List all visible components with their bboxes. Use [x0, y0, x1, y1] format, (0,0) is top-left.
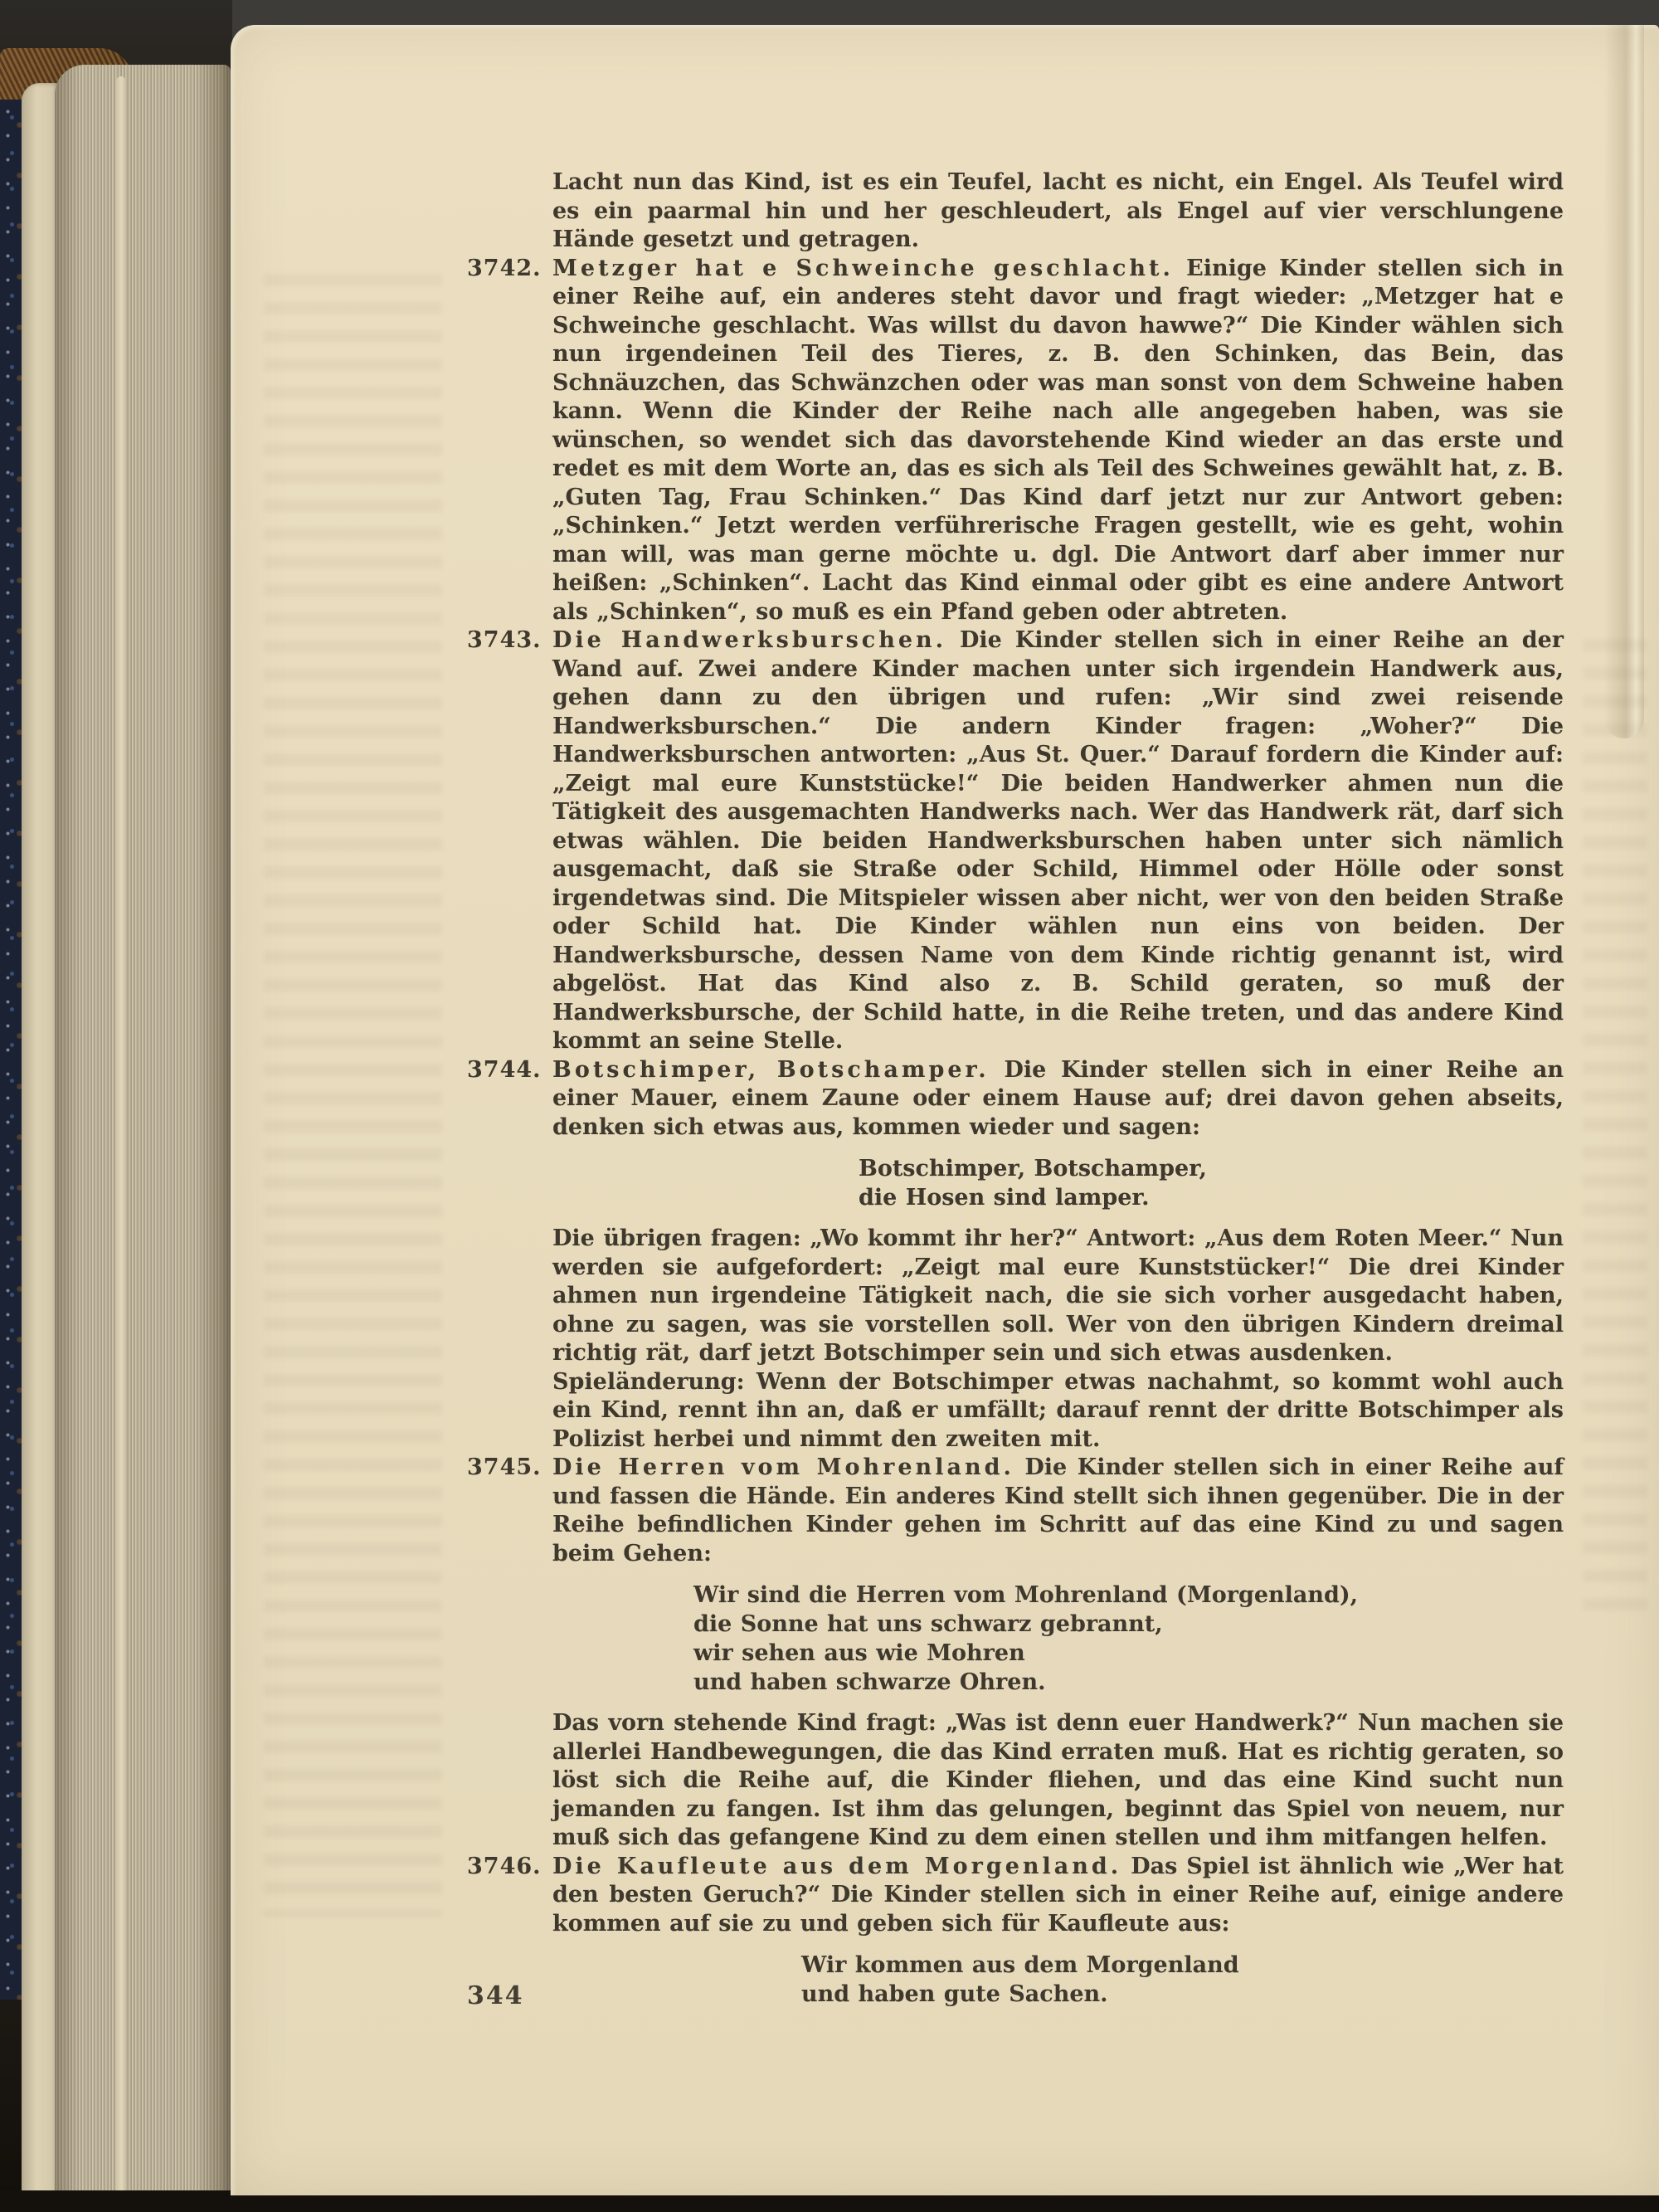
book-page: [231, 25, 1659, 2195]
entry-number: 3745.: [467, 1454, 542, 1480]
verse-line: die Sonne hat uns schwarz gebrannt,: [693, 1611, 1163, 1637]
entry-paragraph: [552, 1056, 1564, 1143]
verse-line: Botschimper, Botschamper,: [859, 1156, 1207, 1182]
entry-number: 3742.: [467, 255, 542, 281]
entry-paragraph: [552, 255, 1564, 627]
entry-number: 3744.: [467, 1056, 542, 1083]
verse-line: und haben schwarze Ohren.: [693, 1669, 1046, 1695]
entry-paragraph: [552, 1225, 1564, 1368]
page-number: 344: [467, 1981, 524, 2010]
entry-paragraph: [552, 1709, 1564, 1853]
entry-title: Botschimper, Botschamper.: [552, 1056, 990, 1083]
entry-title: Die Handwerksburschen.: [552, 627, 947, 653]
entry-text: Spieländerung: Wenn der Botschimper etwas nachahmt, so kommt wohl auch ein Kind, rennt ihn an, daß er umfällt; darauf rennt der dritte Botschimper als Polizist herbei und nimmt den zweiten mit.: [552, 1368, 1564, 1452]
page-curl-shadow: [1604, 25, 1644, 738]
verse: [859, 1154, 1564, 1212]
entry-text: Einige Kinder stellen sich in einer Reihe auf, ein anderes steht davor und fragt wieder: „Metzger hat e Schweinche geschlacht. Was willst du davon hawwe?“ Die Kinder wählen sich nun irgendeinen Teil des Tieres, z. B. den Schinken, das Bein, das Schnäuzchen, das Schwänzchen oder was man sonst von dem Schweine haben kann. Wenn die Kinder der Reihe nach alle angegeben haben, was sie wünschen, so wendet sich das davorstehende Kind wieder an das erste und redet es mit dem Worte an, das es sich als Teil des Schweines gewählt hat, z. B. „Guten Tag, Frau Schinken.“ Das Kind darf jetzt nur zur Antwort geben: „Schinken.“ Jetzt werden verführerische Fragen gestellt, wie es geht, wohin man will, was man gerne möchte u. dgl. Die Antwort darf aber immer nur heißen: „Schinken“. Lacht das Kind einmal oder gibt es eine andere Antwort als „Schinken“, so muß es ein Pfand geben oder abtreten.: [552, 255, 1564, 625]
entry-text: Die Kinder stellen sich in einer Reihe an der Wand auf. Zwei andere Kinder machen unter sich irgendein Handwerk aus, gehen dann zu den übrigen und rufen: „Wir sind zwei reisende Handwerksburschen.“ Die andern Kinder fragen: „Woher?“ Die Handwerksburschen antworten: „Aus St. Quer.“ Darauf fordern die Kinder auf: „Zeigt mal eure Kunststücke!“ Die beiden Handwerker ahmen nun die Tätigkeit des ausgemachten Handwerks nach. Wer das Handwerk rät, darf sich etwas wählen. Die beiden Handwerksburschen haben unter sich nämlich ausgemacht, daß sie Straße oder Schild, Himmel oder Hölle oder sonst irgendetwas sind. Die Mitspieler wissen aber nicht, wer von den beiden Straße oder Schild hat. Die Kinder wählen nun eins von beiden. Der Handwerksbursche, dessen Name von dem Kinde richtig genannt ist, wird abgelöst. Hat das Kind also z. B. Schild geraten, so muß der Handwerksbursche, der Schild hatte, in die Reihe treten, und das andere Kind kommt an seine Stelle.: [552, 627, 1564, 1054]
entry-text: Die übrigen fragen: „Wo kommt ihr her?“ Antwort: „Aus dem Roten Meer.“ Nun werden sie aufgefordert: „Zeigt mal eure Kunststücker!“ Die drei Kinder ahmen nun irgendeine Tätigkeit nach, die sie sich vorher ausgedacht haben, ohne zu sagen, was sie vorstellen soll. Wer von den übrigen Kindern dreimal richtig rät, darf jetzt Botschimper sein und sich etwas ausdenken.: [552, 1225, 1564, 1366]
game-entry: [467, 1454, 1564, 1853]
game-entry: [467, 1056, 1564, 1454]
page-edges: [55, 65, 231, 2205]
entry-title: Die Kaufleute aus dem Morgenland.: [552, 1853, 1122, 1879]
entry-paragraph: [552, 1853, 1564, 1939]
page-edge-separator: [116, 76, 126, 2205]
game-entry: [467, 1853, 1564, 2010]
entry-paragraph: [552, 1454, 1564, 1568]
entry-paragraph: [552, 168, 1564, 255]
continuation-paragraph: [467, 168, 1564, 255]
game-entry: [467, 255, 1564, 627]
verse-line: Wir kommen aus dem Morgenland: [801, 1952, 1239, 1978]
ink-showthrough-left: [264, 274, 442, 1917]
entry-text: Die Kinder stellen sich in einer Reihe auf und fassen die Hände. Ein anderes Kind stellt sich ihnen gegenüber. Die in der Reihe befindlichen Kinder gehen im Schritt auf das eine Kind zu und sagen beim Gehen:: [552, 1454, 1564, 1566]
entry-text: Lacht nun das Kind, ist es ein Teufel, lacht es nicht, ein Engel. Als Teufel wird es ein paarmal hin und her geschleudert, als Engel auf vier verschlungene Hände gesetzt und getragen.: [552, 169, 1564, 252]
entry-number: 3743.: [467, 627, 542, 653]
verse-line: wir sehen aus wie Mohren: [693, 1640, 1025, 1666]
entry-number: 3746.: [467, 1853, 542, 1879]
entry-title: Metzger hat e Schweinche geschlacht.: [552, 255, 1174, 281]
verse: [693, 1581, 1564, 1697]
verse-line: Wir sind die Herren vom Mohrenland (Morgenland),: [693, 1582, 1359, 1608]
entry-text: Die Kinder stellen sich in einer Reihe an einer Mauer, einem Zaune oder einem Hause auf; drei davon gehen abseits, denken sich etwas aus, kommen wieder und sagen:: [552, 1056, 1564, 1140]
text-block: [467, 168, 1564, 2021]
entry-text: Das vorn stehende Kind fragt: „Was ist denn euer Handwerk?“ Nun machen sie allerlei Handbewegungen, die das Kind erraten muß. Hat es richtig geraten, so löst sich die Reihe auf, die Kinder fliehen, und das eine Kind sucht nun jemanden zu fangen. Ist ihm das gelungen, beginnt das Spiel von neuem, nur muß sich das gefangene Kind zu dem einen stellen und ihm mitfangen helfen.: [552, 1710, 1564, 1850]
entry-paragraph: [552, 1368, 1564, 1454]
verse: [801, 1951, 1564, 2009]
entry-title: Die Herren vom Mohrenland.: [552, 1454, 1014, 1480]
entry-paragraph: [552, 626, 1564, 1056]
game-entry: [467, 626, 1564, 1056]
verse-line: die Hosen sind lamper.: [859, 1185, 1150, 1211]
verse-line: und haben gute Sachen.: [801, 1981, 1108, 2007]
ink-showthrough-right: [1583, 639, 1647, 1618]
entry-text: Das Spiel ist ähnlich wie „Wer hat den besten Geruch?“ Die Kinder stellen sich in einer Reihe auf, einige andere kommen auf sie zu und geben sich für Kaufleute aus:: [552, 1853, 1564, 1937]
